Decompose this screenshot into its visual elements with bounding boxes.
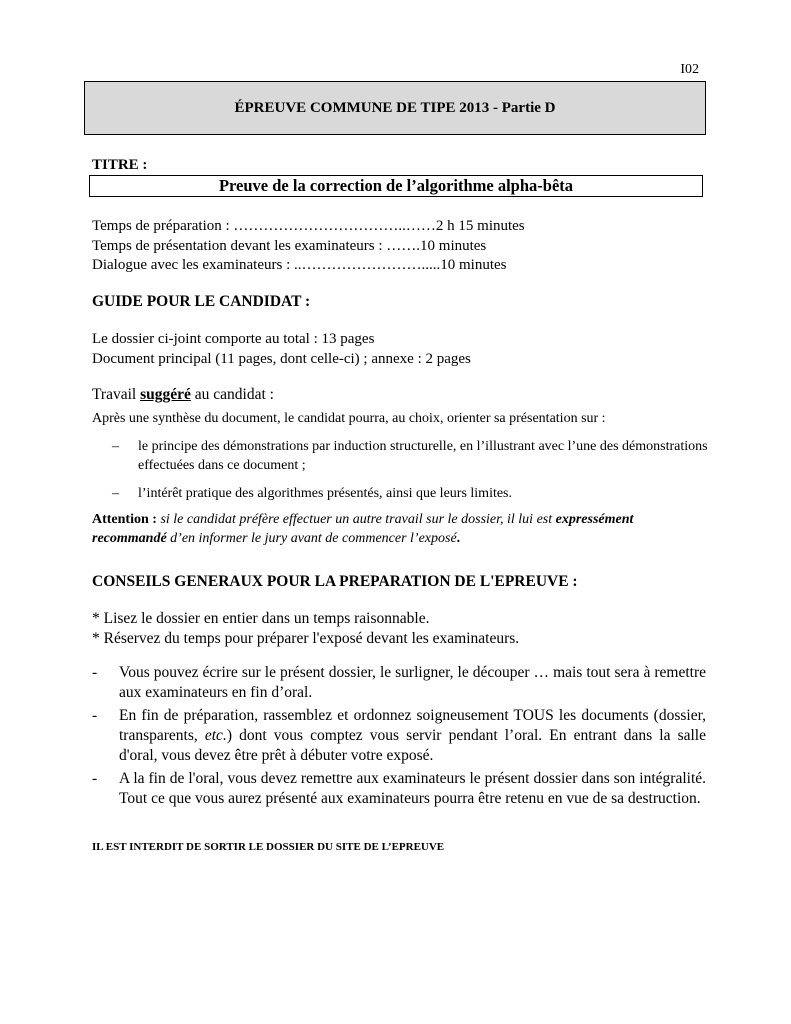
dash-marker: - [92,770,98,787]
advice-read: * Lisez le dossier en entier dans un temps raisonnable. [92,610,430,627]
attention-end: . [456,531,461,546]
time-dialogue: Dialogue avec les examinateurs : ..…………………….....10 minutes [92,257,507,273]
dash-marker: - [92,664,98,681]
rules-list [92,663,706,812]
list-item [92,769,706,809]
list-item-text [119,706,706,766]
attention-note [92,510,702,548]
list-item-text: l’intérêt pratique des algorithmes présentés, ainsi que leurs limites. [138,486,513,501]
list-item-text: le principe des démonstrations par induction structurelle, en l’illustrant avec l’une des démonstrations effectuées dans ce document ; [138,439,708,473]
exam-header-title: ÉPREUVE COMMUNE DE TIPE 2013 - Partie D [234,99,556,116]
list-item-text: Vous pouvez écrire sur le présent dossier, le surligner, le découper … mais tout sera à remettre aux examinateurs en fin d’oral. [119,664,706,701]
dash-marker: – [112,439,119,454]
dossier-info [92,330,471,369]
attention-text-2: d’en informer le jury avant de commencer l’exposé [166,531,457,546]
dash-marker: – [112,486,119,501]
advice-reserve: * Réservez du temps pour préparer l'exposé devant les examinateurs. [92,630,520,647]
prohibition-notice: IL EST INTERDIT DE SORTIR LE DOSSIER DU SITE DE L’EPREUVE [92,841,445,853]
list-item-text-a: En fin de préparation, rassemblez et ordonnez soigneusement TOUS les documents (dossier, transparents, [119,707,706,744]
list-item-text-em: etc. [204,727,227,744]
list-item [92,663,706,703]
list-item-text-b: ) dont vous comptez vous servir pendant l’oral. En entrant dans la salle d'oral, vous devez être prêt à débuter votre exposé. [119,727,706,764]
list-item [92,706,706,766]
list-item [112,437,712,475]
attention-text-1: si le candidat préfère effectuer un autre travail sur le dossier, il lui est [160,512,556,527]
list-item-text: A la fin de l'oral, vous devez remettre aux examinateurs le présent dossier dans son intégralité. Tout ce que vous aurez présenté aux examinateurs pourra être retenu en vue de sa destruction. [119,770,706,807]
titre-label: TITRE : [92,157,148,173]
document-title: Preuve de la correction de l’algorithme alpha-bêta [89,175,703,197]
attention-emphasis: expressément recommandé [92,512,634,546]
attention-label: Attention : [92,512,161,527]
list-item [112,484,712,503]
travail-emphasis: suggéré [140,386,191,403]
dash-marker: - [92,707,98,724]
travail-line [92,385,274,405]
travail-prefix: Travail [92,386,141,403]
time-preparation: Temps de préparation : ……………………………..……2 h 15 minutes [92,218,525,234]
time-allocation [92,217,525,276]
document-code: I02 [680,62,699,77]
general-advice [92,609,519,649]
time-presentation: Temps de présentation devant les examinateurs : …….10 minutes [92,237,487,254]
conseils-heading: CONSEILS GENERAUX POUR LA PREPARATION DE L'EPREUVE : [92,573,578,590]
exam-header-box [84,81,706,135]
suggestion-list [112,437,712,512]
guide-heading: GUIDE POUR LE CANDIDAT : [92,293,311,310]
dossier-pages-detail: Document principal (11 pages, dont celle-ci) ; annexe : 2 pages [92,350,471,367]
travail-suffix: au candidat : [190,386,274,403]
dossier-pages-total: Le dossier ci-joint comporte au total : 13 pages [92,331,375,347]
apres-synthese-text: Après une synthèse du document, le candidat pourra, au choix, orienter sa présentation sur : [92,411,606,426]
